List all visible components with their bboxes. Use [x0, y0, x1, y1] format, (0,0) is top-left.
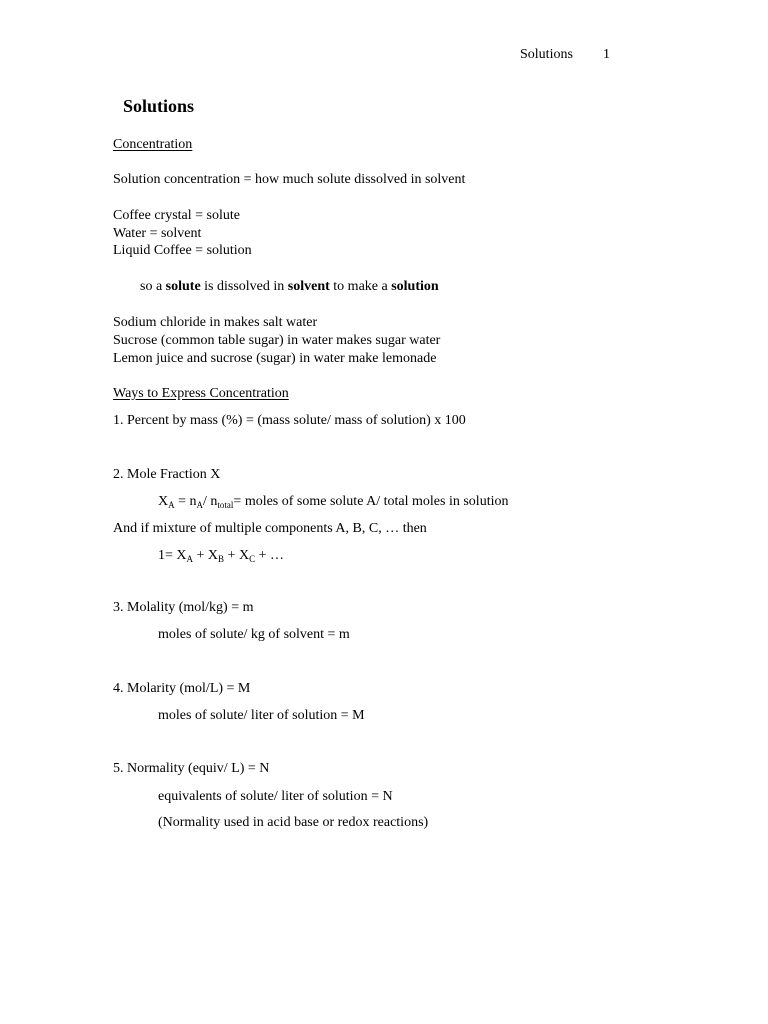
summary-term-solute: solute: [165, 279, 201, 294]
summary-text: to make a: [329, 279, 392, 294]
summary-text: is dissolved in: [200, 279, 288, 294]
summary-term-solvent: solvent: [287, 279, 330, 294]
definition-line: Solution concentration = how much solute dissolved in solvent: [113, 172, 466, 187]
formula-subscript: total: [217, 500, 234, 510]
item-percent-by-mass: 1. Percent by mass (%) = (mass solute/ mass of solution) x 100: [113, 413, 466, 428]
formula-subscript: B: [218, 554, 225, 564]
formula-subscript: A: [186, 554, 194, 564]
item-normality-label: 5. Normality (equiv/ L) = N: [113, 761, 270, 776]
section-heading-ways: Ways to Express Concentration: [113, 386, 289, 401]
item-normality-detail: equivalents of solute/ liter of solution = N: [158, 789, 393, 804]
formula-text: / n: [203, 494, 218, 509]
example-line: Coffee crystal = solute: [113, 208, 240, 223]
mole-fraction-note: And if mixture of multiple components A, B, C, … then: [113, 521, 427, 536]
formula-text: + …: [255, 548, 284, 563]
example-line: Sucrose (common table sugar) in water makes sugar water: [113, 333, 441, 348]
formula-text: = moles of some solute A/ total moles in solution: [233, 494, 509, 509]
formula-text: + X: [193, 548, 219, 563]
mole-fraction-formula: [158, 495, 508, 509]
item-molarity-detail: moles of solute/ liter of solution = M: [158, 708, 365, 723]
item-molarity-label: 4. Molarity (mol/L) = M: [113, 681, 251, 696]
section-heading-concentration: Concentration: [113, 137, 193, 152]
item-normality-note: (Normality used in acid base or redox reactions): [158, 815, 429, 830]
summary-text: so a: [140, 279, 166, 294]
formula-subscript: C: [249, 554, 256, 564]
example-line: Water = solvent: [113, 226, 202, 241]
formula-text: X: [158, 494, 169, 509]
example-line: Lemon juice and sucrose (sugar) in water make lemonade: [113, 351, 437, 366]
example-line: Liquid Coffee = solution: [113, 243, 252, 258]
mole-fraction-sum: [158, 549, 284, 563]
formula-text: + X: [224, 548, 250, 563]
running-header-title: Solutions: [520, 47, 573, 62]
example-line: Sodium chloride in makes salt water: [113, 315, 318, 330]
item-mole-fraction-label: 2. Mole Fraction X: [113, 467, 221, 482]
formula-text: = n: [174, 494, 197, 509]
formula-subscript: A: [168, 500, 175, 510]
summary-line: [140, 280, 439, 294]
formula-subscript: A: [196, 500, 204, 510]
page-title: Solutions: [123, 96, 195, 116]
item-molality-label: 3. Molality (mol/kg) = m: [113, 600, 254, 615]
page-number: 1: [603, 47, 610, 62]
item-molality-detail: moles of solute/ kg of solvent = m: [158, 627, 350, 642]
formula-text: 1= X: [158, 548, 187, 563]
summary-term-solution: solution: [391, 279, 439, 294]
